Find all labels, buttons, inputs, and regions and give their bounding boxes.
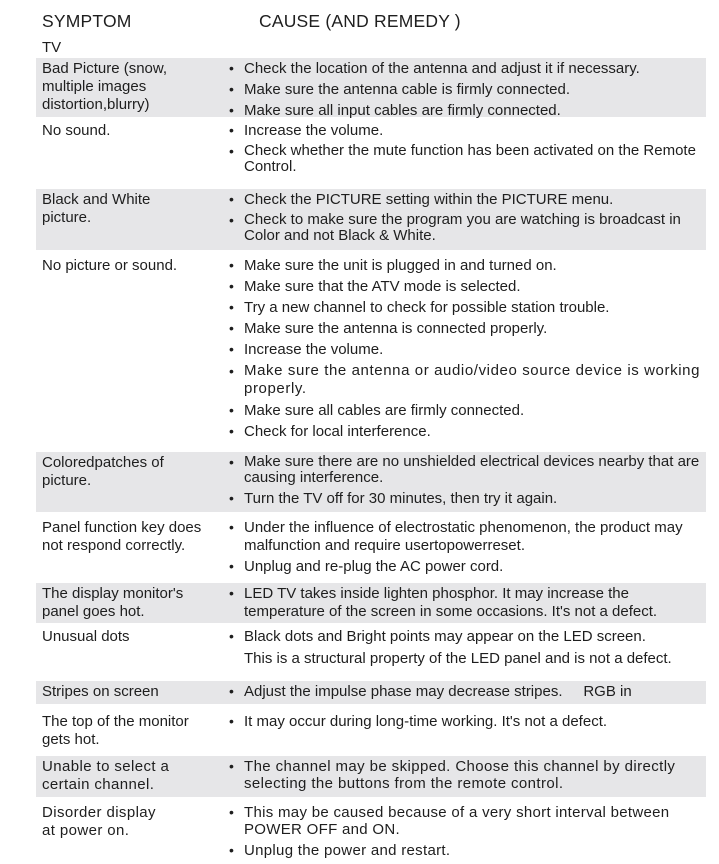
table-row-stripes <box>36 681 706 704</box>
cause-column-header: CAUSE (AND REMEDY ) <box>259 11 461 31</box>
symptom-cell: Unable to select a certain channel. <box>42 758 170 793</box>
section-label-tv: TV <box>42 39 62 56</box>
cause-item: • Increase the volume. <box>229 122 704 140</box>
cause-item: • Check the PICTURE setting within the PICTURE menu. <box>229 191 704 209</box>
cause-item: • Make sure all input cables are firmly connected. <box>229 102 704 120</box>
cause-cell <box>229 257 704 444</box>
symptom-cell: The display monitor's panel goes hot. <box>42 585 184 620</box>
table-row-no-sound <box>36 120 706 184</box>
cause-note: This is a structural property of the LED panel and is not a defect. <box>244 649 672 667</box>
cause-item: • Make sure the antenna is connected properly. <box>229 320 704 338</box>
table-row-colored-patches <box>36 452 706 512</box>
table-row-panel-key <box>36 517 706 577</box>
symptom-cell: Black and White picture. <box>42 191 151 226</box>
cause-item: • Black dots and Bright points may appear on the LED screen. <box>229 628 704 646</box>
cause-cell <box>229 585 704 624</box>
symptom-cell: Bad Picture (snow, multiple images distortion,blurry) <box>42 60 168 113</box>
cause-cell <box>229 628 704 671</box>
cause-item: • Make sure the unit is plugged in and turned on. <box>229 257 704 275</box>
cause-cell <box>229 454 704 511</box>
cause-item: • Check to make sure the program you are watching is broadcast in Color and not Black & White. <box>229 212 704 244</box>
cause-item: • Make sure the antenna cable is firmly connected. <box>229 81 704 99</box>
cause-cell <box>229 804 704 863</box>
cause-cell <box>229 713 704 734</box>
cause-item: • LED TV takes inside lighten phosphor. It may increase the temperature of the screen in some occasions. It's not a defect. <box>229 585 704 620</box>
symptom-cell: No picture or sound. <box>42 257 178 274</box>
table-row-no-picture-sound <box>36 255 706 447</box>
cause-item: • Check for local interference. <box>229 423 704 441</box>
table-row-bad-picture <box>36 58 706 117</box>
cause-item: • It may occur during long-time working. It's not a defect. <box>229 713 704 731</box>
cause-cell <box>229 122 704 179</box>
cause-cell <box>229 758 704 796</box>
cause-item: • Turn the TV off for 30 minutes, then try it again. <box>229 490 704 508</box>
symptom-cell: Stripes on screen <box>42 683 159 700</box>
cause-item: • Under the influence of electrostatic phenomenon, the product may malfunction and require usertopowerreset. <box>229 519 704 554</box>
cause-item: • Make sure all cables are firmly connected. <box>229 402 704 420</box>
table-row-panel-hot <box>36 583 706 623</box>
symptom-cell: Unusual dots <box>42 628 130 645</box>
cause-item: • Check the location of the antenna and adjust it if necessary. <box>229 60 704 78</box>
symptom-cell: Coloredpatches of picture. <box>42 454 164 489</box>
cause-item: • Unplug and re-plug the AC power cord. <box>229 558 704 576</box>
cause-item: • Adjust the impulse phase may decrease stripes. RGB in <box>229 683 704 701</box>
cause-item: • Unplug the power and restart. <box>229 842 704 860</box>
cause-item: • Increase the volume. <box>229 341 704 359</box>
cause-item: • Try a new channel to check for possible station trouble. <box>229 299 704 317</box>
cause-item: • Make sure that the ATV mode is selected. <box>229 278 704 296</box>
table-row-black-white <box>36 189 706 250</box>
symptom-cell: The top of the monitor gets hot. <box>42 713 189 748</box>
symptom-cell: No sound. <box>42 122 111 139</box>
cause-cell <box>229 683 704 704</box>
symptom-column-header: SYMPTOM <box>42 11 132 31</box>
table-row-unusual-dots <box>36 626 706 676</box>
cause-cell <box>229 191 704 248</box>
symptom-cell: Disorder display at power on. <box>42 804 156 839</box>
table-row-top-hot <box>36 711 706 753</box>
symptom-cell: Panel function key does not respond correctly. <box>42 519 202 554</box>
cause-item: • This may be caused because of a very short interval between POWER OFF and ON. <box>229 804 704 838</box>
cause-item: • Make sure there are no unshielded electrical devices nearby that are causing interference. <box>229 454 704 486</box>
cause-item: • The channel may be skipped. Choose this channel by directly selecting the buttons from the remote control. <box>229 758 704 792</box>
table-row-unable-select <box>36 756 706 797</box>
cause-cell <box>229 519 704 579</box>
cause-cell <box>229 60 704 123</box>
table-row-disorder-display <box>36 802 706 862</box>
cause-item: • Make sure the antenna or audio/video source device is working properly. <box>229 362 704 398</box>
cause-item: • Check whether the mute function has been activated on the Remote Control. <box>229 143 704 175</box>
